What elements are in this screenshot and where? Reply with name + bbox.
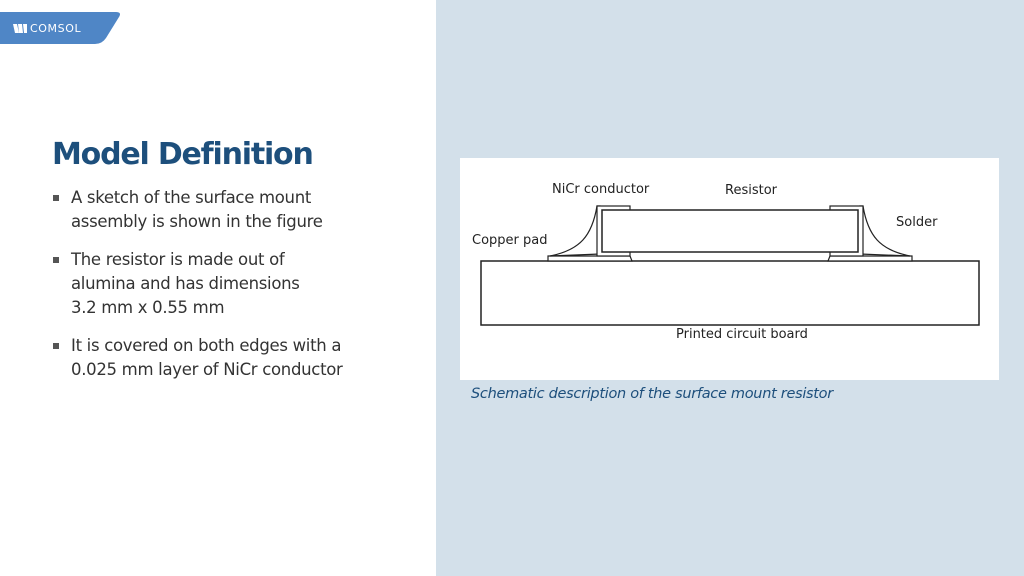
bullet-list — [52, 186, 424, 396]
bullet-line: A sketch of the surface mount — [71, 188, 312, 207]
bullet-item — [52, 334, 424, 382]
nicr-label: NiCr conductor — [552, 182, 650, 197]
bullet-line: alumina and has dimensions — [71, 274, 300, 293]
right-solder-shape — [860, 206, 910, 256]
square-bullet-icon — [53, 343, 59, 349]
slide-title: Model Definition — [52, 137, 313, 172]
bullet-line: 0.025 mm layer of NiCr conductor — [71, 360, 343, 379]
bullet-item — [52, 248, 424, 320]
bullet-line: assembly is shown in the figure — [71, 212, 323, 231]
resistor-label: Resistor — [725, 183, 777, 198]
pcb-label: Printed circuit board — [676, 327, 808, 342]
solder-label: Solder — [896, 215, 938, 230]
bullet-line: 3.2 mm x 0.55 mm — [71, 298, 225, 317]
pcb-shape — [481, 261, 979, 325]
square-bullet-icon — [53, 195, 59, 201]
bullet-line: The resistor is made out of — [71, 250, 285, 269]
bullet-item — [52, 186, 424, 234]
schematic-figure — [460, 158, 999, 380]
copper-pad-label: Copper pad — [472, 233, 548, 248]
comsol-logo-icon — [13, 24, 27, 33]
schematic-drawing — [460, 158, 999, 380]
square-bullet-icon — [53, 257, 59, 263]
left-copper-pad-shape — [548, 256, 632, 261]
right-copper-pad-shape — [828, 256, 912, 261]
figure-caption: Schematic description of the surface mount resistor — [471, 386, 833, 402]
left-solder-shape — [550, 206, 600, 256]
left-panel — [0, 0, 436, 576]
comsol-logo-text: COMSOL — [30, 22, 82, 35]
bullet-line: It is covered on both edges with a — [71, 336, 342, 355]
resistor-shape — [602, 210, 858, 252]
